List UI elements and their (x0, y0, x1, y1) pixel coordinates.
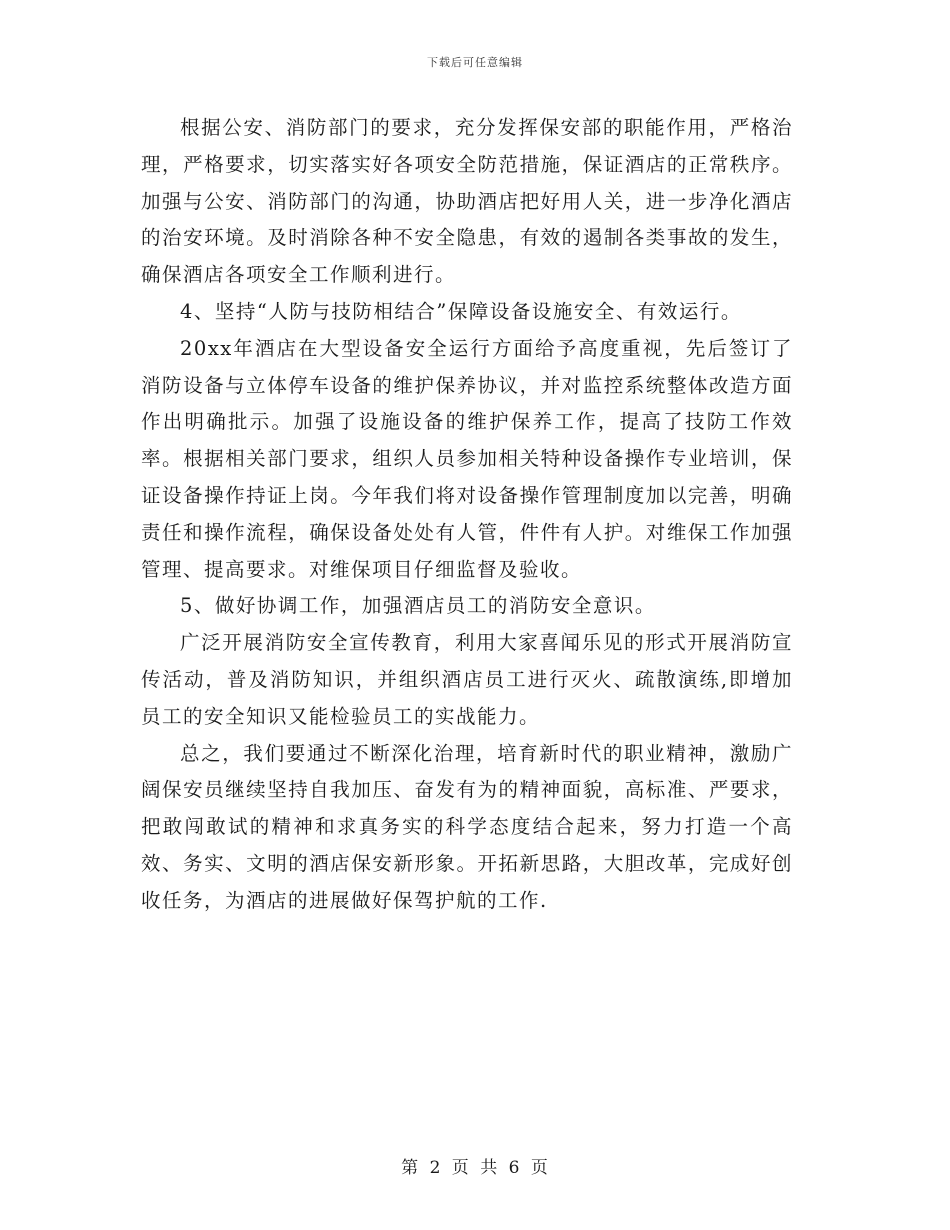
paragraph-equipment-operation: 20xx年酒店在大型设备安全运行方面给予高度重视，先后签订了消防设备与立体停车设备的维护保养协议，并对监控系统整体改造方面作出明确批示。加强了设施设备的维护保养工作，提高了技防工作效率。根据相关部门要求，组织人员参加相关特种设备操作专业培训，保证设备操作持证上岗。今年我们将对设备操作管理制度加以完善，明确责任和操作流程，确保设备处处有人管，件件有人护。对维保工作加强管理、提高要求。对维保项目仔细监督及验收。 (141, 336, 793, 581)
page-header-note: 下载后可任意编辑 (427, 56, 523, 69)
document-body (141, 110, 793, 920)
paragraph-heading-4: 4、坚持“人防与技防相结合”保障设备设施安全、有效运行。 (180, 299, 742, 323)
paragraph-fire-education: 广泛开展消防安全宣传教育，利用大家喜闻乐见的形式开展消防宣传活动，普及消防知识，并组织酒店员工进行灭火、疏散演练,即增加员工的安全知识又能检验员工的实战能力。 (141, 631, 793, 728)
paragraph-heading-5: 5、做好协调工作，加强酒店员工的消防安全意识。 (180, 594, 656, 618)
paragraph-safety-management: 根据公安、消防部门的要求，充分发挥保安部的职能作用，严格治理，严格要求，切实落实好各项安全防范措施，保证酒店的正常秩序。加强与公安、消防部门的沟通，协助酒店把好用人关，进一步净化酒店的治安环境。及时消除各种不安全隐患，有效的遏制各类事故的发生，确保酒店各项安全工作顺利进行。 (141, 116, 793, 287)
page-number: 第 2 页 共 6 页 (401, 1158, 549, 1178)
paragraph-conclusion: 总之，我们要通过不断深化治理，培育新时代的职业精神，激励广阔保安员继续坚持自我加压、奋发有为的精神面貌，高标准、严要求，把敢闯敢试的精神和求真务实的科学态度结合起来，努力打造一个高效、务实、文明的酒店保安新形象。开拓新思路，大胆改革，完成好创收任务，为酒店的进展做好保驾护航的工作. (141, 741, 793, 912)
